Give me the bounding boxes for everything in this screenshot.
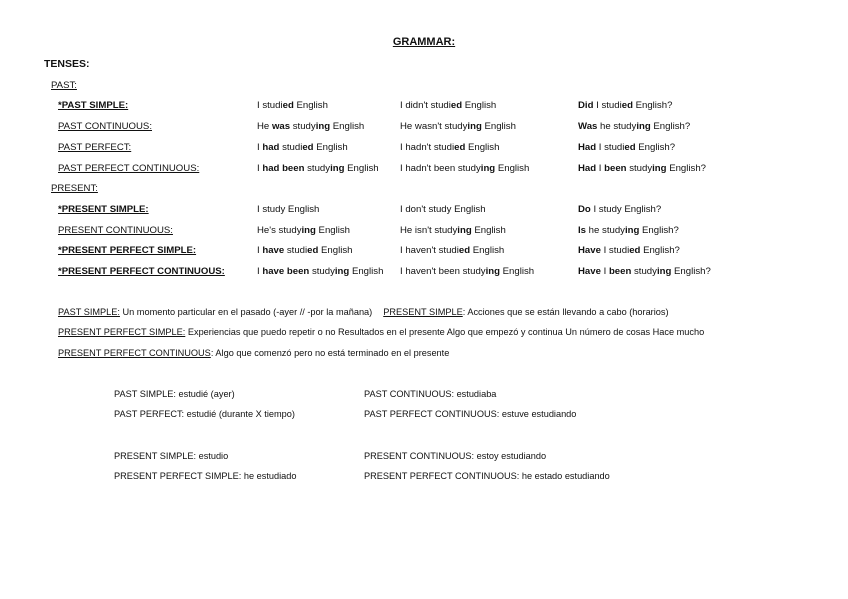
negative-example: I don't study English	[400, 204, 486, 215]
question-example: Did I studied English?	[578, 100, 673, 111]
question-example: Is he studying English?	[578, 225, 679, 236]
question-example: Had I been studying English?	[578, 163, 706, 174]
question-example: Was he studying English?	[578, 121, 691, 132]
translation-present-continuous: PRESENT CONTINUOUS: estoy estudiando	[364, 451, 547, 461]
question-example: Do I study English?	[578, 204, 662, 215]
tense-name: PAST PERFECT CONTINUOUS:	[58, 163, 200, 174]
affirmative-example: I study English	[257, 204, 320, 215]
question-example: Have I been studying English?	[578, 266, 711, 277]
affirmative-example: I had been studying English	[257, 163, 379, 174]
negative-example: I haven't been studying English	[400, 266, 535, 277]
tense-name: PRESENT CONTINUOUS:	[58, 225, 173, 236]
negative-example: I hadn't been studying English	[400, 163, 530, 174]
tenses-heading: TENSES:	[44, 58, 90, 70]
translation-past-simple: PAST SIMPLE: estudié (ayer)	[114, 389, 235, 399]
tense-name: PAST CONTINUOUS:	[58, 121, 152, 132]
affirmative-example: He's studying English	[257, 225, 351, 236]
usage-note-present-perfect-simple: PRESENT PERFECT SIMPLE: Experiencias que puedo repetir o no Resultados en el presente Algo que empezó y continua Un número de cosas Hace mucho	[58, 327, 705, 337]
present-section-label: PRESENT:	[51, 183, 98, 194]
question-example: Have I studied English?	[578, 245, 680, 256]
translation-present-simple: PRESENT SIMPLE: estudio	[114, 451, 229, 461]
tense-name: *PRESENT PERFECT SIMPLE:	[58, 245, 197, 256]
affirmative-example: He was studying English	[257, 121, 365, 132]
negative-example: I didn't studied English	[400, 100, 497, 111]
tense-name: PAST PERFECT:	[58, 142, 132, 153]
usage-note-present-perfect-continuous: PRESENT PERFECT CONTINUOUS: Algo que comenzó pero no está terminado en el presente	[58, 348, 450, 358]
tense-name: *PRESENT PERFECT CONTINUOUS:	[58, 266, 225, 277]
affirmative-example: I have studied English	[257, 245, 353, 256]
translation-past-perfect-continuous: PAST PERFECT CONTINUOUS: estuve estudiando	[364, 409, 577, 419]
translation-present-perfect-continuous: PRESENT PERFECT CONTINUOUS: he estado estudiando	[364, 471, 610, 481]
tense-name: *PAST SIMPLE:	[58, 100, 129, 111]
tense-name: *PRESENT SIMPLE:	[58, 204, 149, 215]
translation-past-continuous: PAST CONTINUOUS: estudiaba	[364, 389, 497, 399]
negative-example: I haven't studied English	[400, 245, 505, 256]
negative-example: He wasn't studying English	[400, 121, 516, 132]
affirmative-example: I had studied English	[257, 142, 348, 153]
translation-present-perfect-simple: PRESENT PERFECT SIMPLE: he estudiado	[114, 471, 297, 481]
negative-example: I hadn't studied English	[400, 142, 500, 153]
affirmative-example: I studied English	[257, 100, 328, 111]
page-title: GRAMMAR:	[392, 36, 456, 48]
past-section-label: PAST:	[51, 80, 77, 91]
question-example: Had I studied English?	[578, 142, 676, 153]
translation-past-perfect: PAST PERFECT: estudié (durante X tiempo)	[114, 409, 295, 419]
usage-note-past-simple: PAST SIMPLE: Un momento particular en el pasado (-ayer // -por la mañana) PRESENT SIMPLE: Acciones que se están llevando a cabo (horarios)	[58, 307, 669, 317]
negative-example: He isn't studying English	[400, 225, 506, 236]
affirmative-example: I have been studying English	[257, 266, 384, 277]
